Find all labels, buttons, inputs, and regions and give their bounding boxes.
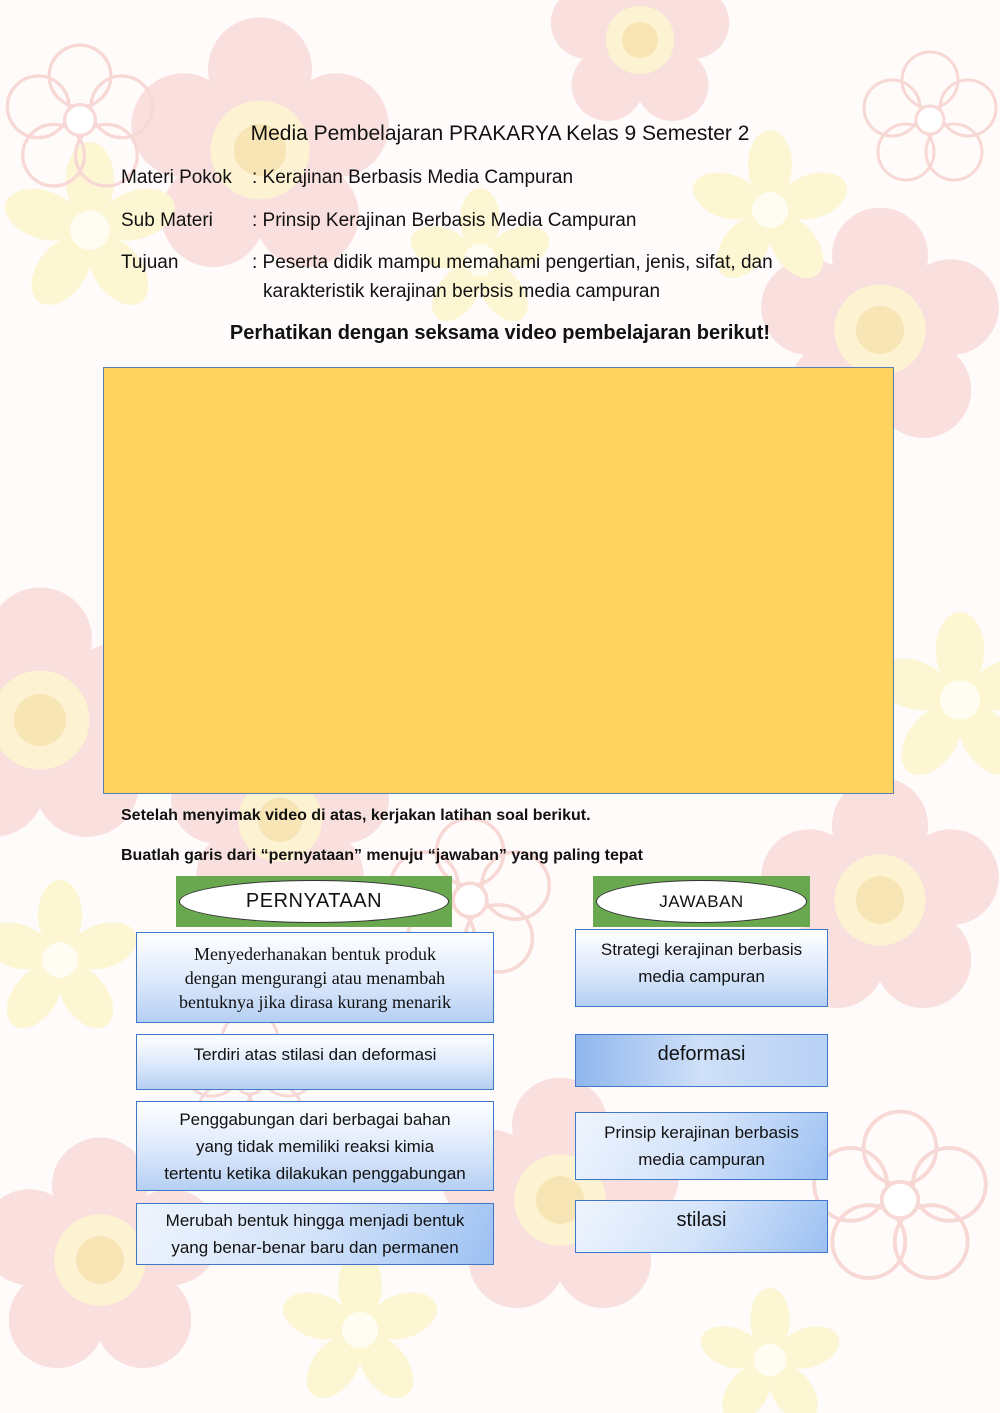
jawaban-card-1[interactable] [575,929,828,1007]
jawaban-card-2[interactable] [575,1034,828,1087]
jawaban-card-3[interactable] [575,1112,828,1180]
tujuan-value-cont: karakteristik kerajinan berbsis media campuran [263,281,661,302]
pernyataan-card-1-text [179,942,451,1014]
card-line: bentuknya jika dirasa kurang menarik [179,991,451,1012]
pernyataan-card-4-text [166,1207,465,1261]
card-line: deformasi [657,1043,746,1065]
card-line: Prinsip kerajinan berbasis [604,1123,799,1142]
sub-materi-value: : Prinsip Kerajinan Berbasis Media Campuran [252,210,637,231]
sub-materi-label: Sub Materi [121,210,213,231]
pernyataan-card-1[interactable] [136,932,494,1023]
pernyataan-card-4[interactable] [136,1203,494,1265]
video-panel[interactable] [103,367,894,794]
card-line: dengan mengurangi atau menambah [184,967,446,988]
pernyataan-card-3[interactable] [136,1101,494,1191]
card-line: Penggabungan dari berbagai bahan [179,1109,451,1129]
pernyataan-card-3-text [164,1106,466,1187]
card-line: Terdiri atas stilasi dan deformasi [193,1045,437,1064]
pernyataan-header [176,876,452,927]
card-line: tertentu ketika dilakukan penggabungan [164,1163,466,1183]
instruction-2: Buatlah garis dari “pernyataan” menuju “jawaban” yang paling tepat [121,847,643,864]
card-line: media campuran [638,967,765,986]
jawaban-card-4[interactable] [575,1200,828,1253]
video-heading: Perhatikan dengan seksama video pembelajaran berikut! [229,322,771,344]
card-line: Strategi kerajinan berbasis [600,940,803,959]
card-line: yang tidak memiliki reaksi kimia [195,1136,435,1156]
card-line: Menyederhanakan bentuk produk [194,943,436,964]
jawaban-card-1-text [601,936,802,990]
card-line: yang benar-benar baru dan permanen [171,1238,459,1257]
jawaban-header [593,876,810,927]
pernyataan-card-2[interactable] [136,1034,494,1090]
card-line: media campuran [638,1150,765,1169]
jawaban-card-3-text [604,1119,799,1173]
pernyataan-header-label: PERNYATAAN [179,880,449,923]
card-line: stilasi [676,1209,727,1231]
tujuan-label: Tujuan [121,252,179,273]
instruction-1: Setelah menyimak video di atas, kerjakan latihan soal berikut. [121,807,591,824]
card-line: Merubah bentuk hingga menjadi bentuk [165,1211,465,1230]
tujuan-value: : Peserta didik mampu memahami pengertian, jenis, sifat, dan [252,252,773,273]
materi-pokok-label: Materi Pokok [121,167,232,188]
page-title: Media Pembelajaran PRAKARYA Kelas 9 Semester 2 [250,122,750,145]
jawaban-header-label: JAWABAN [596,880,807,923]
materi-pokok-value: : Kerajinan Berbasis Media Campuran [252,167,574,188]
